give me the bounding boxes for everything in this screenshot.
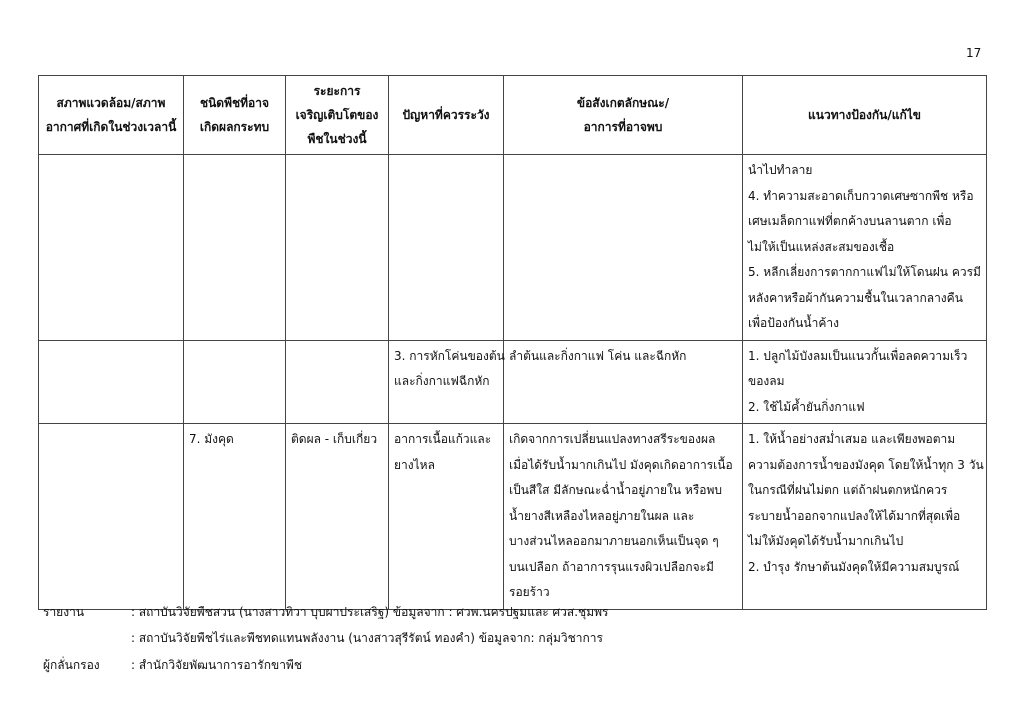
page-number: 17 bbox=[966, 46, 982, 60]
cell-text: 7. มังคุด bbox=[189, 432, 234, 446]
cell-affected-crop bbox=[184, 155, 286, 341]
header-text: เกิดผลกระทบ bbox=[199, 120, 270, 134]
cell-text: น้ำยางสีเหลืองไหลอยู่ภายในผล และ bbox=[509, 508, 695, 523]
header-observed-symptoms bbox=[504, 76, 743, 155]
cell-text: ไม่ให้เป็นแหล่งสะสมของเชื้อ bbox=[748, 239, 895, 254]
cell-text: ความต้องการน้ำของมังคุด โดยให้น้ำทุก 3 วัน bbox=[748, 457, 984, 472]
footer-value: : สำนักวิจัยพัฒนาการอารักขาพืช bbox=[131, 658, 302, 672]
cell-problem bbox=[389, 155, 504, 341]
cell-observed-symptoms bbox=[504, 424, 743, 610]
header-growth-stage bbox=[286, 76, 389, 155]
footer-value: : สถาบันวิจัยพืชสวน (นางสาวทิวา บุบผาประเสริฐ) ข้อมูลจาก : ศวพ.นครปฐมและ ศวส.ชุมพร bbox=[131, 605, 609, 619]
table-row bbox=[39, 340, 987, 424]
cell-text: ในกรณีที่ฝนไม่ตก แต่ถ้าฝนตกหนักควร bbox=[748, 483, 948, 497]
cell-text: ไม่ให้มังคุดได้รับน้ำมากเกินไป bbox=[748, 534, 904, 548]
cell-text: ของลม bbox=[748, 374, 785, 388]
cell-environment-condition bbox=[39, 340, 184, 424]
cell-observed-symptoms bbox=[504, 340, 743, 424]
table-row bbox=[39, 155, 987, 341]
cell-text: 5. หลีกเลี่ยงการตากกาแฟไม่ให้โดนฝน ควรมี bbox=[748, 265, 981, 279]
header-text: พืชในช่วงนี้ bbox=[307, 132, 367, 146]
cell-text: เมื่อได้รับน้ำมากเกินไป มังคุดเกิดอาการเนื้อ bbox=[509, 457, 733, 472]
cell-text: นำไปทำลาย bbox=[748, 163, 813, 177]
cell-text: 1. ปลูกไม้บังลมเป็นแนวกั้นเพื่อลดความเร็ว bbox=[748, 348, 968, 363]
cell-text: บนเปลือก ถ้าอาการรุนแรงผิวเปลือกจะมี bbox=[509, 559, 714, 574]
cell-text: ลำต้นและกิ่งกาแฟ โค่น และฉีกหัก bbox=[509, 348, 687, 363]
cell-prevention-solution bbox=[743, 424, 987, 610]
cell-environment-condition bbox=[39, 424, 184, 610]
cell-text: ระบายน้ำออกจากแปลงให้ได้มากที่สุดเพื่อ bbox=[748, 508, 961, 523]
cell-prevention-solution bbox=[743, 155, 987, 341]
cell-affected-crop bbox=[184, 340, 286, 424]
crop-advisory-table bbox=[38, 75, 987, 610]
cell-growth-stage bbox=[286, 155, 389, 341]
cell-text: หลังคาหรือผ้ากันความชื้นในเวลากลางคืน bbox=[748, 290, 963, 305]
cell-text: 3. การหักโค่นของต้น bbox=[394, 348, 505, 363]
cell-text: 4. ทำความสะอาดเก็บกวาดเศษซากพืช หรือ bbox=[748, 188, 974, 203]
cell-text: บางส่วนไหลออกมาภายนอกเห็นเป็นจุด ๆ bbox=[509, 534, 719, 548]
footer-value: : สถาบันวิจัยพืชไร่และพืชทดแทนพลังงาน (นางสาวสุรีรัตน์ ทองคำ) ข้อมูลจาก: กลุ่มวิชาการ bbox=[131, 631, 603, 645]
cell-prevention-solution bbox=[743, 340, 987, 424]
header-text: สภาพแวดล้อม/สภาพ bbox=[56, 96, 166, 110]
header-text: ระยะการ bbox=[313, 84, 361, 98]
cell-text: รอยร้าว bbox=[509, 585, 550, 599]
header-text: ปัญหาที่ควรระวัง bbox=[402, 108, 490, 122]
cell-observed-symptoms bbox=[504, 155, 743, 341]
footer-label: ผู้กลั่นกรอง bbox=[43, 658, 100, 672]
header-prevention-solution bbox=[743, 76, 987, 155]
table-row bbox=[39, 424, 987, 610]
cell-text: ติดผล - เก็บเกี่ยว bbox=[291, 432, 378, 446]
cell-text: เศษเมล็ดกาแฟที่ตกค้างบนลานตาก เพื่อ bbox=[748, 214, 952, 228]
table-header-row bbox=[39, 76, 987, 155]
header-text: ชนิดพืชที่อาจ bbox=[199, 96, 270, 110]
footer-label: รายงาน bbox=[43, 605, 85, 619]
cell-environment-condition bbox=[39, 155, 184, 341]
cell-growth-stage bbox=[286, 340, 389, 424]
header-problem bbox=[389, 76, 504, 155]
cell-text: 2. ใช้ไม้ค้ำยันกิ่งกาแฟ bbox=[748, 399, 865, 414]
header-text: ข้อสังเกตลักษณะ/ bbox=[576, 96, 670, 110]
cell-problem bbox=[389, 340, 504, 424]
cell-text: อาการเนื้อแก้วและ bbox=[394, 432, 492, 446]
cell-affected-crop bbox=[184, 424, 286, 610]
cell-text: 2. บำรุง รักษาต้นมังคุดให้มีความสมบูรณ์ bbox=[748, 559, 960, 574]
header-text: แนวทางป้องกัน/แก้ไข bbox=[808, 108, 921, 122]
cell-problem bbox=[389, 424, 504, 610]
cell-text: และกิ่งกาแฟฉีกหัก bbox=[394, 374, 490, 388]
cell-text: เป็นสีใส มีลักษณะฉ่ำน้ำอยู่ภายใน หรือพบ bbox=[509, 483, 722, 497]
header-environment-condition bbox=[39, 76, 184, 155]
header-text: เจริญเติบโตของ bbox=[295, 108, 379, 122]
header-text: อากาศที่เกิดในช่วงเวลานี้ bbox=[45, 120, 177, 134]
cell-text: 1. ให้น้ำอย่างสม่ำเสมอ และเพียงพอตาม bbox=[748, 432, 956, 446]
cell-text: เกิดจากการเปลี่ยนแปลงทางสรีระของผล bbox=[509, 432, 716, 446]
header-text: อาการที่อาจพบ bbox=[583, 120, 663, 134]
cell-text: ยางไหล bbox=[394, 457, 435, 472]
cell-text: เพื่อป้องกันน้ำค้าง bbox=[748, 316, 839, 330]
cell-growth-stage bbox=[286, 424, 389, 610]
header-affected-crop bbox=[184, 76, 286, 155]
